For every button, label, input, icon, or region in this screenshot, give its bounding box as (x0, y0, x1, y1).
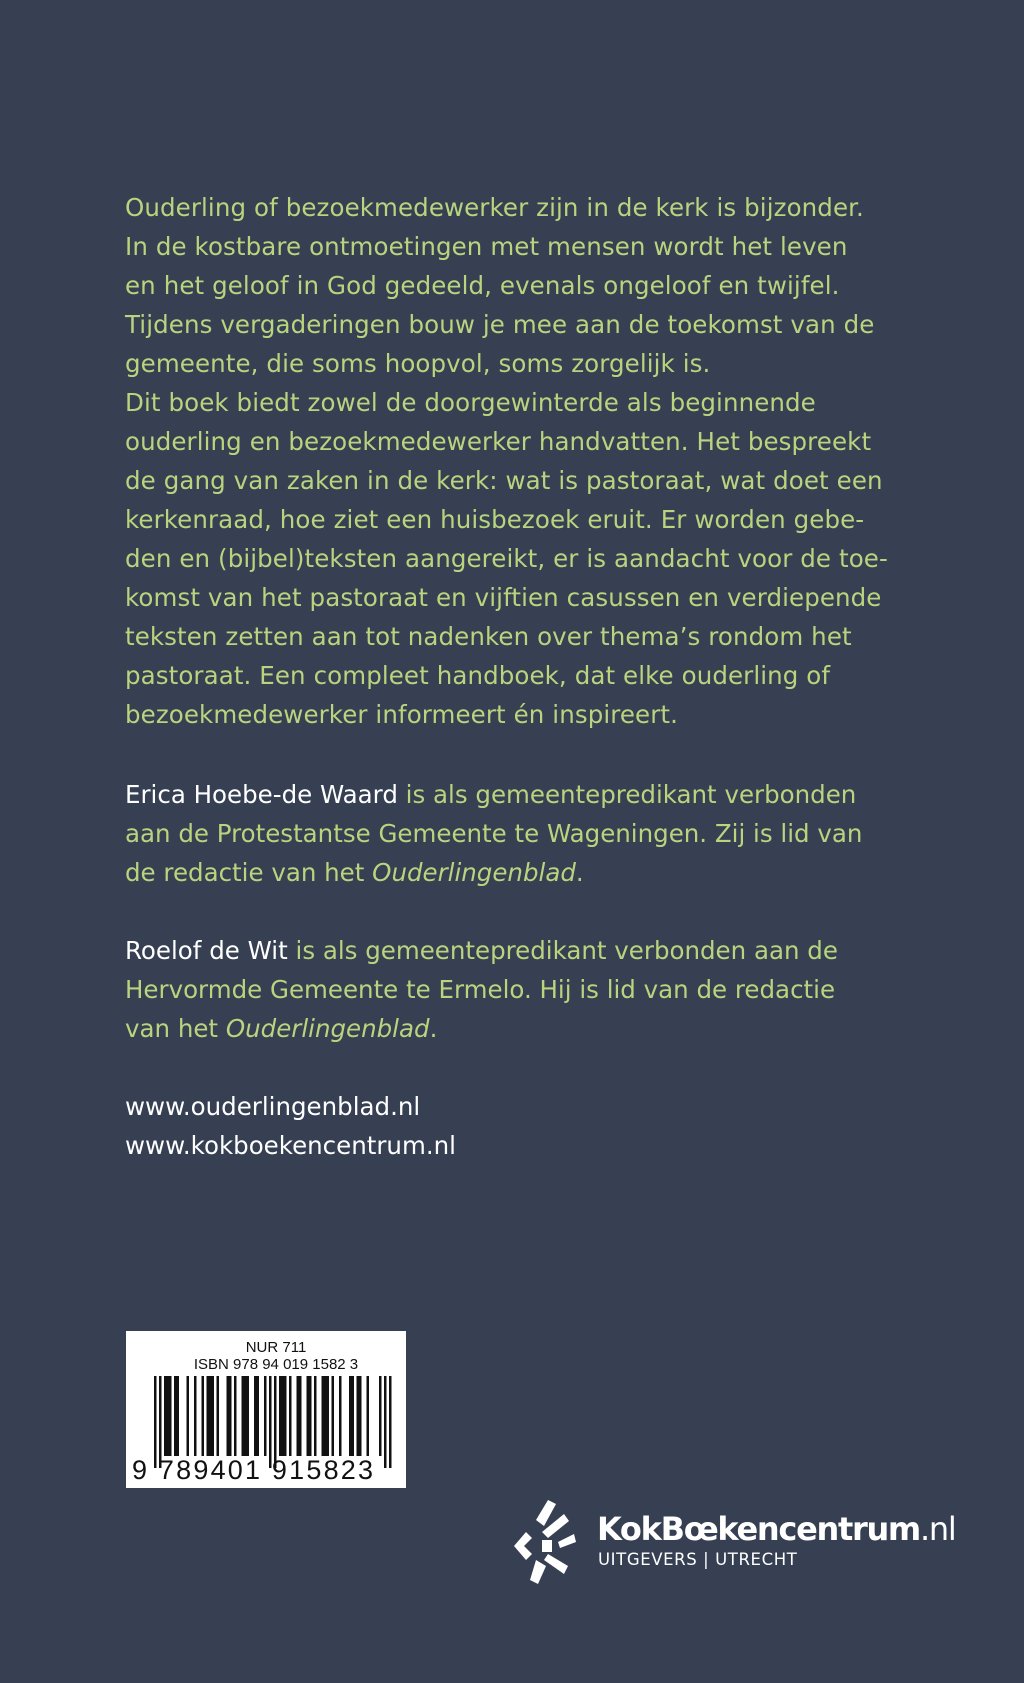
bio-line (125, 931, 945, 970)
author-bio-hoebe (125, 775, 945, 892)
blurb-line: Ouderling of bezoekmedewerker zijn in de kerk is bijzonder. (125, 193, 864, 222)
barcode-bar (307, 1376, 310, 1456)
nur-code: NUR 711 (245, 1339, 307, 1356)
bio-line (125, 775, 945, 814)
blurb-line: kerkenraad, hoe ziet een huisbezoek eruit. Er worden gebe- (125, 505, 865, 534)
barcode-bar (349, 1376, 352, 1456)
publisher-name (597, 1510, 955, 1548)
publisher-subtitle: UITGEVERS | UTRECHT (598, 1550, 798, 1569)
blurb-line: pastoraat. Een compleet handboek, dat elke ouderling of (125, 661, 831, 690)
bio-text: . (429, 1014, 438, 1043)
barcode-bar (279, 1376, 282, 1456)
kok-boekencentrum-logo-icon (512, 1494, 578, 1586)
barcode-bar (212, 1376, 215, 1456)
publisher-tld: .nl (919, 1510, 956, 1548)
blurb-line: Dit boek biedt zowel de doorgewinterde als beginnende (125, 388, 816, 417)
blurb-line: den en (bijbel)teksten aangereikt, er is aandacht voor de toe- (125, 544, 888, 573)
bio-text: van het (125, 1014, 226, 1043)
bio-line: aan de Protestantse Gemeente te Wageningen. Zij is lid van (125, 819, 863, 848)
blurb-line: ouderling en bezoekmedewerker handvatten. Het bespreekt (125, 427, 872, 456)
barcode-bar (234, 1376, 237, 1456)
blurb-line: Tijdens vergaderingen bouw je mee aan de toekomst van de (125, 310, 875, 339)
barcode-bar (194, 1376, 197, 1456)
isbn-number: ISBN 978 94 019 1582 3 (193, 1356, 359, 1373)
barcode-bar (324, 1376, 327, 1456)
barcode-bar (227, 1376, 230, 1456)
magazine-title: Ouderlingenblad (372, 858, 576, 887)
barcode-bar (209, 1376, 212, 1456)
barcode-bar (264, 1376, 267, 1456)
barcode-bar (284, 1376, 287, 1456)
barcode-bar (297, 1376, 300, 1456)
barcode-bar (202, 1376, 205, 1456)
barcode-bar (254, 1376, 257, 1456)
author-bio-dewit (125, 931, 945, 1048)
bio-line: Hervormde Gemeente te Ermelo. Hij is lid van de redactie (125, 975, 836, 1004)
barcode-bar (257, 1376, 260, 1456)
barcode-bar (167, 1376, 170, 1456)
barcode-bar (389, 1376, 392, 1468)
barcode-bar (367, 1376, 370, 1456)
publisher-name-text: KokBœkencentrum (597, 1510, 920, 1548)
barcode-bar (289, 1376, 292, 1456)
barcode-bar (359, 1376, 362, 1456)
barcode-bar (384, 1376, 387, 1468)
barcode-bar (177, 1376, 180, 1456)
barcode-label (126, 1331, 406, 1488)
author-name: Roelof de Wit (125, 936, 288, 965)
barcode-bar (309, 1376, 312, 1456)
barcode-bar (332, 1376, 335, 1456)
barcode-bar (357, 1376, 360, 1456)
bio-line (125, 1009, 945, 1048)
blurb-line: teksten zetten aan tot nadenken over thema’s rondom het (125, 622, 852, 651)
link-kokboekencentrum: www.kokboekencentrum.nl (125, 1131, 456, 1160)
barcode-bar (379, 1376, 382, 1456)
book-blurb (125, 188, 925, 734)
barcode-bar (164, 1376, 167, 1456)
barcode-bar (314, 1376, 317, 1456)
link-ouderlingenblad: www.ouderlingenblad.nl (125, 1092, 421, 1121)
barcode-bar (244, 1376, 247, 1456)
barcode-digits: 9 789401 915823 (132, 1455, 376, 1485)
bio-text: . (575, 858, 584, 887)
barcode-bar (327, 1376, 330, 1456)
barcode-bar (169, 1376, 172, 1456)
barcode-bar (282, 1376, 285, 1456)
barcode-bar (242, 1376, 245, 1456)
blurb-line: bezoekmedewerker informeert én inspireert. (125, 700, 678, 729)
blurb-line: komst van het pastoraat en vijftien casussen en verdiepende (125, 583, 882, 612)
barcode-bar (352, 1376, 355, 1456)
bio-text: de redactie van het (125, 858, 373, 887)
barcode-bar (299, 1376, 302, 1456)
barcode-bar (247, 1376, 250, 1456)
barcode-bar (322, 1376, 325, 1456)
blurb-line: In de kostbare ontmoetingen met mensen wordt het leven (125, 232, 848, 261)
blurb-line: en het geloof in God gedeeld, evenals ongeloof en twijfel. (125, 271, 840, 300)
magazine-title: Ouderlingenblad (225, 1014, 430, 1043)
blurb-line: de gang van zaken in de kerk: wat is pastoraat, wat doet een (125, 466, 883, 495)
barcode-bar (339, 1376, 342, 1456)
website-links (125, 1087, 456, 1165)
bio-text: is als gemeentepredikant verbonden aan de (287, 936, 838, 965)
barcode-bar (229, 1376, 232, 1456)
bio-text: is als gemeentepredikant verbonden (397, 780, 857, 809)
barcode-bar (217, 1376, 220, 1456)
author-name: Erica Hoebe-de Waard (125, 780, 398, 809)
barcode-bar (174, 1376, 177, 1456)
barcode-bar (207, 1376, 210, 1456)
barcode-bar (187, 1376, 190, 1456)
bio-line (125, 853, 945, 892)
blurb-line: gemeente, die soms hoopvol, soms zorgelijk is. (125, 349, 711, 378)
